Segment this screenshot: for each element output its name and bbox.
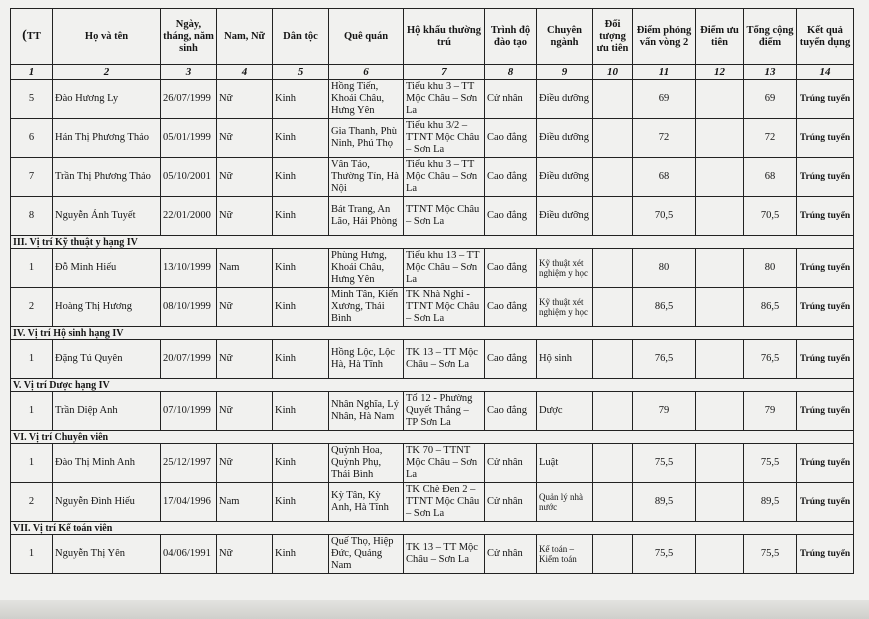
table-row xyxy=(11,392,854,431)
cell-hometown: Bát Trang, An Lão, Hải Phòng xyxy=(329,197,404,236)
cell-priority-subject xyxy=(593,444,633,483)
cell-tt: 1 xyxy=(11,249,53,288)
cell-education: Cao đẳng xyxy=(485,158,537,197)
cell-dob: 20/07/1999 xyxy=(161,340,217,379)
cell-priority-score xyxy=(696,340,744,379)
table-row xyxy=(11,80,854,119)
cell-name: Nguyễn Thị Yên xyxy=(53,535,161,574)
cell-ethnicity: Kinh xyxy=(273,483,329,522)
cell-tt: 2 xyxy=(11,288,53,327)
header-dob: Ngày, tháng, năm sinh xyxy=(161,9,217,65)
cell-name: Hoàng Thị Hương xyxy=(53,288,161,327)
cell-result: Trúng tuyển xyxy=(797,158,854,197)
section-header-row xyxy=(11,522,854,535)
cell-result: Trúng tuyển xyxy=(797,80,854,119)
cell-name: Trần Thị Phương Thảo xyxy=(53,158,161,197)
table-row xyxy=(11,119,854,158)
header-ethnicity: Dân tộc xyxy=(273,9,329,65)
cell-major: Điều dưỡng xyxy=(537,158,593,197)
cell-name: Đào Thị Minh Anh xyxy=(53,444,161,483)
cell-ethnicity: Kinh xyxy=(273,158,329,197)
cell-education: Cao đẳng xyxy=(485,119,537,158)
cell-tt: 5 xyxy=(11,80,53,119)
cell-major: Hộ sinh xyxy=(537,340,593,379)
table-row xyxy=(11,340,854,379)
cell-residence: TK Chè Đen 2 – TTNT Mộc Châu – Sơn La xyxy=(404,483,485,522)
cell-hometown: Hồng Lộc, Lộc Hà, Hà Tĩnh xyxy=(329,340,404,379)
cell-major: Điều dưỡng xyxy=(537,80,593,119)
table-row xyxy=(11,444,854,483)
cell-residence: TK 13 – TT Mộc Châu – Sơn La xyxy=(404,535,485,574)
cell-hometown: Phùng Hưng, Khoái Châu, Hưng Yên xyxy=(329,249,404,288)
cell-priority-score xyxy=(696,197,744,236)
column-number: 6 xyxy=(329,65,404,80)
cell-priority-subject xyxy=(593,340,633,379)
cell-tt: 2 xyxy=(11,483,53,522)
cell-major: Điều dưỡng xyxy=(537,119,593,158)
cell-priority-subject xyxy=(593,483,633,522)
cell-total-score: 76,5 xyxy=(744,340,797,379)
cell-dob: 26/07/1999 xyxy=(161,80,217,119)
cell-gender: Nữ xyxy=(217,392,273,431)
cell-residence: TK Nhà Nghỉ - TTNT Mộc Châu – Sơn La xyxy=(404,288,485,327)
cell-result: Trúng tuyển xyxy=(797,340,854,379)
cell-major: Kỹ thuật xét nghiệm y học xyxy=(537,288,593,327)
cell-residence: Tổ 12 - Phường Quyết Thắng – TP Sơn La xyxy=(404,392,485,431)
cell-gender: Nữ xyxy=(217,288,273,327)
section-title: IV. Vị trí Hộ sinh hạng IV xyxy=(11,327,854,340)
header-interview-score: Điểm phỏng vấn vòng 2 xyxy=(633,9,696,65)
cell-priority-score xyxy=(696,535,744,574)
cell-total-score: 72 xyxy=(744,119,797,158)
cell-gender: Nam xyxy=(217,483,273,522)
cell-name: Đào Hương Ly xyxy=(53,80,161,119)
column-number: 10 xyxy=(593,65,633,80)
column-number: 14 xyxy=(797,65,854,80)
cell-dob: 08/10/1999 xyxy=(161,288,217,327)
cell-dob: 07/10/1999 xyxy=(161,392,217,431)
cell-education: Cao đẳng xyxy=(485,340,537,379)
section-title: V. Vị trí Dược hạng IV xyxy=(11,379,854,392)
cell-interview-score: 89,5 xyxy=(633,483,696,522)
cell-priority-subject xyxy=(593,158,633,197)
header-tt: (TT xyxy=(11,9,53,65)
cell-tt: 7 xyxy=(11,158,53,197)
cell-education: Cao đẳng xyxy=(485,392,537,431)
cell-ethnicity: Kinh xyxy=(273,392,329,431)
cell-major: Kế toán – Kiểm toán xyxy=(537,535,593,574)
cell-total-score: 89,5 xyxy=(744,483,797,522)
cell-tt: 1 xyxy=(11,444,53,483)
cell-interview-score: 75,5 xyxy=(633,444,696,483)
cell-residence: TTNT Mộc Châu – Sơn La xyxy=(404,197,485,236)
column-number-row xyxy=(11,65,854,80)
section-title: III. Vị trí Kỹ thuật y hạng IV xyxy=(11,236,854,249)
cell-gender: Nữ xyxy=(217,444,273,483)
cell-residence: Tiểu khu 3/2 – TTNT Mộc Châu – Sơn La xyxy=(404,119,485,158)
table-body xyxy=(11,80,854,574)
cell-ethnicity: Kinh xyxy=(273,535,329,574)
cell-result: Trúng tuyển xyxy=(797,197,854,236)
section-title: VI. Vị trí Chuyên viên xyxy=(11,431,854,444)
cell-priority-score xyxy=(696,249,744,288)
cell-priority-subject xyxy=(593,392,633,431)
cell-interview-score: 72 xyxy=(633,119,696,158)
section-header-row xyxy=(11,379,854,392)
cell-gender: Nữ xyxy=(217,197,273,236)
header-priority-subject: Đối tượng ưu tiên xyxy=(593,9,633,65)
cell-tt: 6 xyxy=(11,119,53,158)
column-number: 7 xyxy=(404,65,485,80)
cell-dob: 13/10/1999 xyxy=(161,249,217,288)
cell-result: Trúng tuyển xyxy=(797,249,854,288)
cell-gender: Nữ xyxy=(217,119,273,158)
column-number: 3 xyxy=(161,65,217,80)
section-header-row xyxy=(11,327,854,340)
header-residence: Hộ khẩu thường trú xyxy=(404,9,485,65)
cell-priority-subject xyxy=(593,80,633,119)
cell-interview-score: 86,5 xyxy=(633,288,696,327)
cell-priority-score xyxy=(696,158,744,197)
cell-name: Trần Diệp Anh xyxy=(53,392,161,431)
column-number: 1 xyxy=(11,65,53,80)
cell-major: Kỹ thuật xét nghiệm y học xyxy=(537,249,593,288)
cell-name: Nguyễn Đình Hiếu xyxy=(53,483,161,522)
document-sheet xyxy=(10,8,853,574)
cell-interview-score: 75,5 xyxy=(633,535,696,574)
cell-dob: 05/01/1999 xyxy=(161,119,217,158)
header-name: Họ và tên xyxy=(53,9,161,65)
header-total-score: Tổng cộng điểm xyxy=(744,9,797,65)
cell-result: Trúng tuyển xyxy=(797,288,854,327)
cell-education: Cử nhân xyxy=(485,444,537,483)
cell-education: Cử nhân xyxy=(485,80,537,119)
cell-total-score: 69 xyxy=(744,80,797,119)
cell-result: Trúng tuyển xyxy=(797,535,854,574)
cell-name: Đặng Tú Quyên xyxy=(53,340,161,379)
cell-residence: TK 13 – TT Mộc Châu – Sơn La xyxy=(404,340,485,379)
cell-name: Hán Thị Phương Thảo xyxy=(53,119,161,158)
cell-interview-score: 80 xyxy=(633,249,696,288)
cell-interview-score: 70,5 xyxy=(633,197,696,236)
column-number: 4 xyxy=(217,65,273,80)
cell-total-score: 70,5 xyxy=(744,197,797,236)
cell-priority-subject xyxy=(593,197,633,236)
cell-total-score: 79 xyxy=(744,392,797,431)
table-header-row xyxy=(11,9,854,65)
cell-dob: 25/12/1997 xyxy=(161,444,217,483)
cell-gender: Nữ xyxy=(217,80,273,119)
cell-major: Dược xyxy=(537,392,593,431)
cell-interview-score: 69 xyxy=(633,80,696,119)
cell-gender: Nam xyxy=(217,249,273,288)
cell-tt: 1 xyxy=(11,535,53,574)
scan-edge-shadow xyxy=(0,600,869,619)
cell-total-score: 86,5 xyxy=(744,288,797,327)
cell-priority-subject xyxy=(593,288,633,327)
cell-education: Cao đẳng xyxy=(485,249,537,288)
cell-priority-score xyxy=(696,392,744,431)
cell-hometown: Minh Tân, Kiến Xương, Thái Bình xyxy=(329,288,404,327)
cell-hometown: Nhân Nghĩa, Lý Nhân, Hà Nam xyxy=(329,392,404,431)
table-row xyxy=(11,288,854,327)
cell-gender: Nữ xyxy=(217,340,273,379)
section-title: VII. Vị trí Kế toán viên xyxy=(11,522,854,535)
cell-name: Nguyễn Ánh Tuyết xyxy=(53,197,161,236)
cell-result: Trúng tuyển xyxy=(797,483,854,522)
cell-education: Cao đẳng xyxy=(485,288,537,327)
cell-tt: 1 xyxy=(11,340,53,379)
cell-hometown: Hồng Tiến, Khoái Châu, Hưng Yên xyxy=(329,80,404,119)
cell-priority-score xyxy=(696,444,744,483)
cell-priority-subject xyxy=(593,535,633,574)
cell-priority-score xyxy=(696,483,744,522)
cell-dob: 17/04/1996 xyxy=(161,483,217,522)
cell-hometown: Quỳnh Hoa, Quỳnh Phụ, Thái Bình xyxy=(329,444,404,483)
cell-residence: Tiểu khu 3 – TT Mộc Châu – Sơn La xyxy=(404,158,485,197)
column-number: 5 xyxy=(273,65,329,80)
cell-result: Trúng tuyển xyxy=(797,444,854,483)
table-row xyxy=(11,158,854,197)
cell-gender: Nữ xyxy=(217,535,273,574)
cell-residence: Tiểu khu 13 – TT Mộc Châu – Sơn La xyxy=(404,249,485,288)
table-row xyxy=(11,483,854,522)
header-major: Chuyên ngành xyxy=(537,9,593,65)
section-header-row xyxy=(11,431,854,444)
cell-total-score: 68 xyxy=(744,158,797,197)
cell-hometown: Gia Thanh, Phù Ninh, Phú Thọ xyxy=(329,119,404,158)
cell-total-score: 75,5 xyxy=(744,444,797,483)
cell-priority-score xyxy=(696,288,744,327)
cell-priority-subject xyxy=(593,249,633,288)
cell-major: Luật xyxy=(537,444,593,483)
cell-residence: Tiểu khu 3 – TT Mộc Châu – Sơn La xyxy=(404,80,485,119)
cell-major: Điều dưỡng xyxy=(537,197,593,236)
cell-dob: 04/06/1991 xyxy=(161,535,217,574)
table-row xyxy=(11,197,854,236)
cell-total-score: 75,5 xyxy=(744,535,797,574)
column-number: 12 xyxy=(696,65,744,80)
cell-education: Cử nhân xyxy=(485,483,537,522)
cell-ethnicity: Kinh xyxy=(273,249,329,288)
cell-dob: 22/01/2000 xyxy=(161,197,217,236)
header-education: Trình độ đào tạo xyxy=(485,9,537,65)
cell-priority-subject xyxy=(593,119,633,158)
cell-result: Trúng tuyển xyxy=(797,392,854,431)
cell-ethnicity: Kinh xyxy=(273,119,329,158)
cell-priority-score xyxy=(696,80,744,119)
results-table xyxy=(10,8,854,574)
column-number: 11 xyxy=(633,65,696,80)
cell-interview-score: 79 xyxy=(633,392,696,431)
column-number: 2 xyxy=(53,65,161,80)
cell-name: Đỗ Minh Hiếu xyxy=(53,249,161,288)
cell-ethnicity: Kinh xyxy=(273,288,329,327)
cell-tt: 8 xyxy=(11,197,53,236)
cell-hometown: Quế Thọ, Hiệp Đức, Quảng Nam xyxy=(329,535,404,574)
cell-hometown: Vân Tảo, Thường Tín, Hà Nội xyxy=(329,158,404,197)
cell-ethnicity: Kinh xyxy=(273,197,329,236)
cell-result: Trúng tuyển xyxy=(797,119,854,158)
cell-ethnicity: Kinh xyxy=(273,80,329,119)
cell-dob: 05/10/2001 xyxy=(161,158,217,197)
header-hometown: Quê quán xyxy=(329,9,404,65)
column-number: 9 xyxy=(537,65,593,80)
header-result: Kết quả tuyển dụng xyxy=(797,9,854,65)
cell-major: Quản lý nhà nước xyxy=(537,483,593,522)
cell-priority-score xyxy=(696,119,744,158)
cell-hometown: Kỳ Tân, Kỳ Anh, Hà Tĩnh xyxy=(329,483,404,522)
cell-interview-score: 76,5 xyxy=(633,340,696,379)
section-header-row xyxy=(11,236,854,249)
column-number: 8 xyxy=(485,65,537,80)
header-gender: Nam, Nữ xyxy=(217,9,273,65)
cell-ethnicity: Kinh xyxy=(273,340,329,379)
table-row xyxy=(11,249,854,288)
table-row xyxy=(11,535,854,574)
cell-education: Cử nhân xyxy=(485,535,537,574)
cell-tt: 1 xyxy=(11,392,53,431)
cell-gender: Nữ xyxy=(217,158,273,197)
column-number: 13 xyxy=(744,65,797,80)
cell-ethnicity: Kinh xyxy=(273,444,329,483)
cell-total-score: 80 xyxy=(744,249,797,288)
cell-residence: TK 70 – TTNT Mộc Châu – Sơn La xyxy=(404,444,485,483)
cell-education: Cao đẳng xyxy=(485,197,537,236)
header-priority-score: Điểm ưu tiên xyxy=(696,9,744,65)
cell-interview-score: 68 xyxy=(633,158,696,197)
